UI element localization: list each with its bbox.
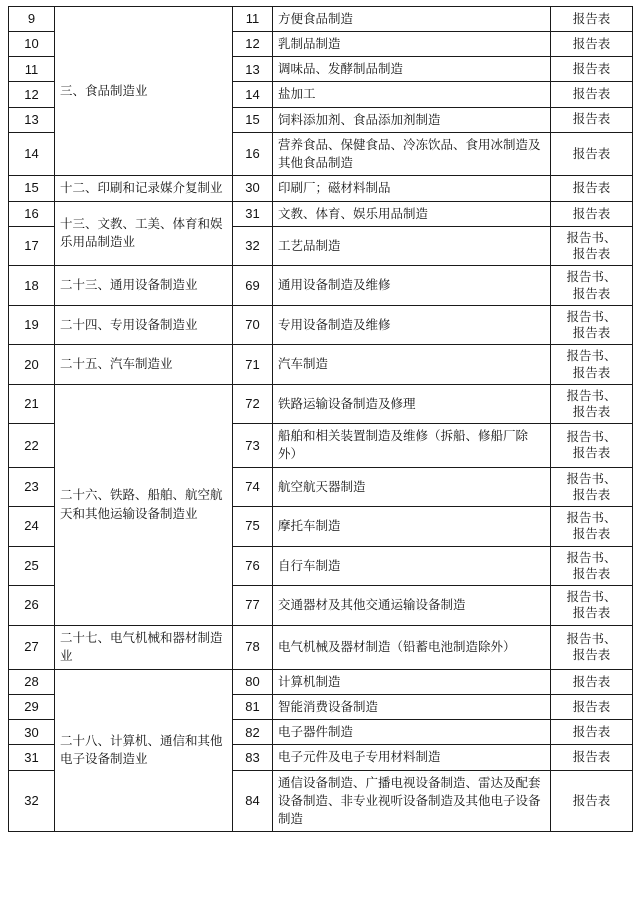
industry-category-table (8, 6, 633, 832)
doc-type-line2: 报告表 (572, 606, 611, 621)
row-number: 18 (9, 266, 55, 306)
table-row (9, 201, 633, 226)
industry-item: 营养食品、保健食品、冷冻饮品、食用冰制造及其他食品制造 (273, 132, 551, 175)
doc-type: 报告表 (551, 695, 633, 720)
category-cell: 二十三、通用设备制造业 (55, 266, 233, 306)
table-row (9, 670, 633, 695)
industry-item: 交通器材及其他交通运输设备制造 (273, 586, 551, 626)
doc-type: 报告表 (551, 32, 633, 57)
doc-type-line2: 报告表 (572, 326, 611, 340)
doc-type (551, 384, 633, 424)
doc-type: 报告表 (551, 770, 633, 831)
doc-type: 报告表 (551, 670, 633, 695)
industry-item: 电子器件制造 (273, 720, 551, 745)
industry-code: 14 (233, 82, 273, 107)
industry-item: 汽车制造 (273, 345, 551, 385)
industry-code: 16 (233, 132, 273, 175)
industry-code: 83 (233, 745, 273, 770)
table-row (9, 7, 633, 32)
table-row (9, 345, 633, 385)
doc-type (551, 507, 633, 547)
row-number: 32 (9, 770, 55, 831)
row-number: 25 (9, 546, 55, 586)
industry-item: 工艺品制造 (273, 226, 551, 266)
industry-code: 75 (233, 507, 273, 547)
row-number: 28 (9, 670, 55, 695)
industry-item: 船舶和相关装置制造及维修（拆船、修船厂除外） (273, 424, 551, 467)
row-number: 17 (9, 226, 55, 266)
doc-type (551, 226, 633, 266)
table-row (9, 175, 633, 201)
row-number: 22 (9, 424, 55, 467)
industry-item: 文教、体育、娱乐用品制造 (273, 201, 551, 226)
doc-type (551, 424, 633, 467)
doc-type-line2: 报告表 (572, 446, 611, 461)
doc-type (551, 305, 633, 345)
industry-code: 82 (233, 720, 273, 745)
industry-code: 70 (233, 305, 273, 345)
doc-type-line2: 报告表 (572, 648, 611, 663)
doc-type: 报告表 (551, 107, 633, 132)
table-row (9, 625, 633, 670)
industry-code: 13 (233, 57, 273, 82)
row-number: 21 (9, 384, 55, 424)
industry-code: 32 (233, 226, 273, 266)
doc-type-line2: 报告表 (572, 566, 611, 581)
industry-code: 73 (233, 424, 273, 467)
industry-code: 76 (233, 546, 273, 586)
industry-code: 12 (233, 32, 273, 57)
doc-type: 报告表 (551, 745, 633, 770)
doc-type (551, 586, 633, 626)
industry-item: 计算机制造 (273, 670, 551, 695)
doc-type-line1: 报告书、 (566, 430, 617, 445)
doc-type-line2: 报告表 (572, 365, 611, 380)
doc-type-line2: 报告表 (572, 286, 611, 301)
doc-type (551, 266, 633, 306)
row-number: 19 (9, 305, 55, 345)
row-number: 24 (9, 507, 55, 547)
doc-type (551, 546, 633, 586)
row-number: 26 (9, 586, 55, 626)
doc-type: 报告表 (551, 201, 633, 226)
industry-item: 电子元件及电子专用材料制造 (273, 745, 551, 770)
industry-code: 78 (233, 625, 273, 670)
doc-type-line1: 报告书、 (566, 511, 617, 525)
doc-type-line1: 报告书、 (566, 349, 617, 364)
doc-type: 报告表 (551, 7, 633, 32)
industry-item: 乳制品制造 (273, 32, 551, 57)
row-number: 23 (9, 467, 55, 507)
row-number: 9 (9, 7, 55, 32)
row-number: 29 (9, 695, 55, 720)
industry-item: 通用设备制造及维修 (273, 266, 551, 306)
row-number: 27 (9, 625, 55, 670)
category-cell: 三、食品制造业 (55, 7, 233, 176)
row-number: 31 (9, 745, 55, 770)
industry-item: 方便食品制造 (273, 7, 551, 32)
category-cell: 二十六、铁路、船舶、航空航天和其他运输设备制造业 (55, 384, 233, 625)
industry-item: 航空航天器制造 (273, 467, 551, 507)
industry-code: 77 (233, 586, 273, 626)
industry-item: 智能消费设备制造 (273, 695, 551, 720)
industry-item: 通信设备制造、广播电视设备制造、雷达及配套设备制造、非专业视听设备制造及其他电子设备制造 (273, 770, 551, 831)
row-number: 11 (9, 57, 55, 82)
doc-type-line1: 报告书、 (566, 388, 617, 403)
table-row (9, 305, 633, 345)
doc-type-line1: 报告书、 (566, 309, 617, 324)
table-row (9, 266, 633, 306)
category-cell: 十二、印刷和记录媒介复制业 (55, 175, 233, 201)
industry-code: 15 (233, 107, 273, 132)
industry-item: 自行车制造 (273, 546, 551, 586)
row-number: 20 (9, 345, 55, 385)
category-cell: 二十四、专用设备制造业 (55, 305, 233, 345)
doc-type-line2: 报告表 (572, 527, 611, 542)
industry-item: 印刷厂；磁材料制品 (273, 175, 551, 201)
category-cell: 二十七、电气机械和器材制造业 (55, 625, 233, 670)
industry-item: 调味品、发酵制品制造 (273, 57, 551, 82)
row-number: 13 (9, 107, 55, 132)
doc-type-line1: 报告书、 (566, 590, 617, 604)
industry-code: 11 (233, 7, 273, 32)
category-cell: 十三、文教、工美、体育和娱乐用品制造业 (55, 201, 233, 266)
doc-type (551, 625, 633, 670)
row-number: 30 (9, 720, 55, 745)
industry-code: 80 (233, 670, 273, 695)
industry-item: 铁路运输设备制造及修理 (273, 384, 551, 424)
doc-type-line1: 报告书、 (566, 550, 617, 565)
industry-item: 盐加工 (273, 82, 551, 107)
industry-code: 72 (233, 384, 273, 424)
row-number: 14 (9, 132, 55, 175)
doc-type-line1: 报告书、 (566, 230, 617, 245)
doc-type-line2: 报告表 (572, 405, 611, 419)
industry-code: 71 (233, 345, 273, 385)
row-number: 12 (9, 82, 55, 107)
doc-type-line1: 报告书、 (566, 471, 617, 486)
doc-type: 报告表 (551, 57, 633, 82)
industry-item: 饲料添加剂、食品添加剂制造 (273, 107, 551, 132)
industry-code: 69 (233, 266, 273, 306)
doc-type: 报告表 (551, 132, 633, 175)
category-cell: 二十八、计算机、通信和其他电子设备制造业 (55, 670, 233, 832)
doc-type (551, 467, 633, 507)
doc-type-line2: 报告表 (572, 487, 611, 502)
doc-type: 报告表 (551, 175, 633, 201)
doc-type: 报告表 (551, 82, 633, 107)
industry-code: 84 (233, 770, 273, 831)
doc-type: 报告表 (551, 720, 633, 745)
row-number: 10 (9, 32, 55, 57)
industry-code: 30 (233, 175, 273, 201)
doc-type-line2: 报告表 (572, 247, 611, 261)
row-number: 16 (9, 201, 55, 226)
industry-item: 电气机械及器材制造（铅蓄电池制造除外） (273, 625, 551, 670)
industry-code: 81 (233, 695, 273, 720)
industry-code: 31 (233, 201, 273, 226)
doc-type-line1: 报告书、 (566, 270, 617, 285)
doc-type (551, 345, 633, 385)
industry-item: 摩托车制造 (273, 507, 551, 547)
industry-code: 74 (233, 467, 273, 507)
table-row (9, 384, 633, 424)
row-number: 15 (9, 175, 55, 201)
category-cell: 二十五、汽车制造业 (55, 345, 233, 385)
doc-type-line1: 报告书、 (566, 632, 617, 646)
industry-item: 专用设备制造及维修 (273, 305, 551, 345)
